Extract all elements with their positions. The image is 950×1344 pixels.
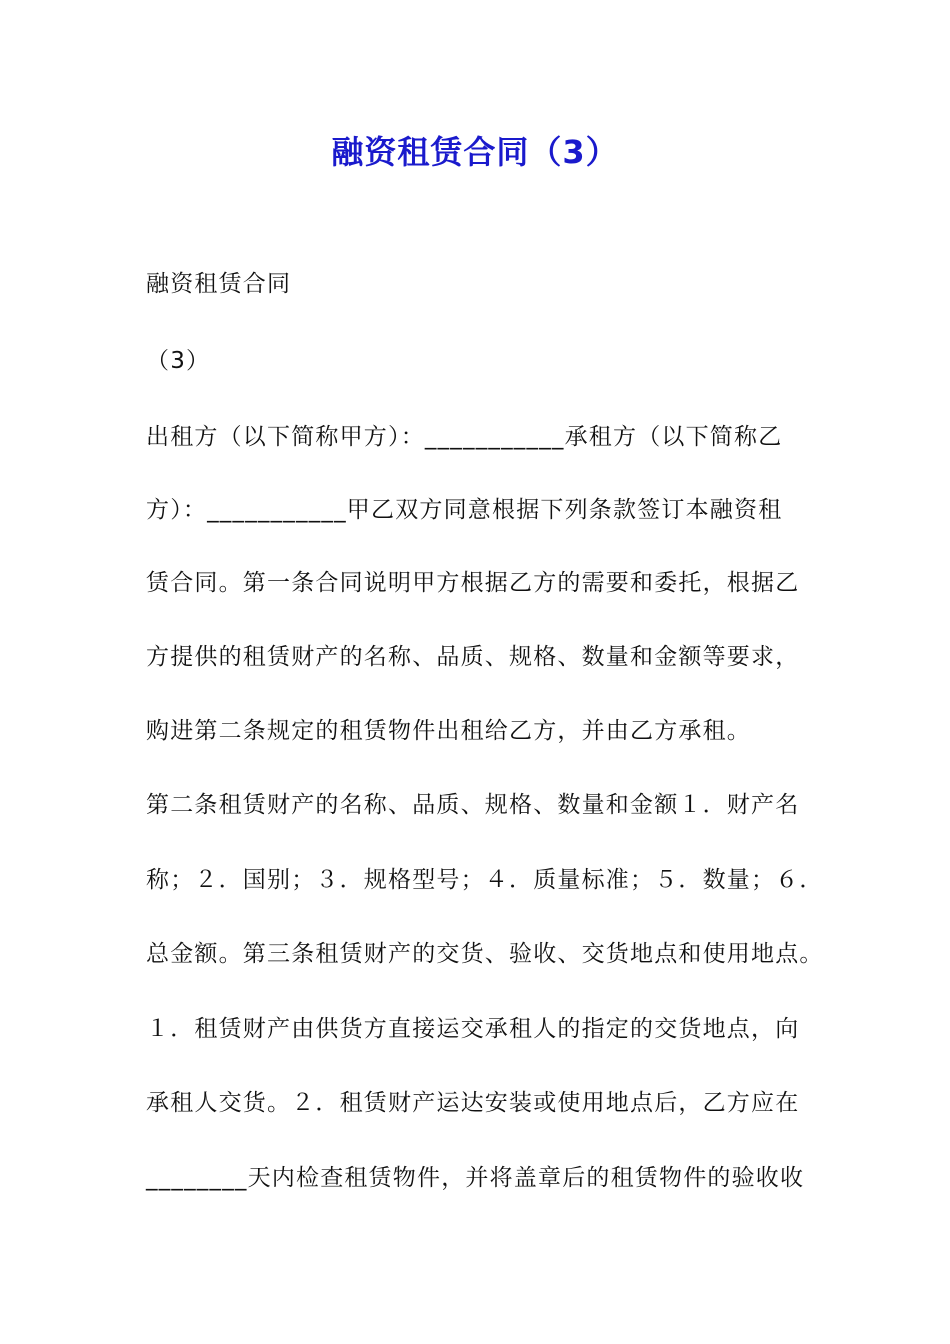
doc-number-line: （3） xyxy=(146,348,211,374)
document-title: 融资租赁合同（3） xyxy=(331,133,619,171)
paragraph-line: 购进第二条规定的租赁物件出租给乙方，并由乙方承租。 xyxy=(146,718,751,744)
paragraph-line: 承租人交货。２．租赁财产运达安装或使用地点后，乙方应在 xyxy=(146,1090,800,1116)
paragraph-line: 赁合同。第一条合同说明甲方根据乙方的需要和委托，根据乙 xyxy=(146,570,800,596)
doc-heading-line: 融资租赁合同 xyxy=(146,271,292,297)
paragraph-line: 方提供的租赁财产的名称、品质、规格、数量和金额等要求， xyxy=(146,644,800,670)
paragraph-line: 称；２．国别；３．规格型号；４．质量标准；５．数量；６． xyxy=(146,867,824,893)
paragraph-line: 总金额。第三条租赁财产的交货、验收、交货地点和使用地点。 xyxy=(146,941,824,967)
paragraph-line: 出租方（以下简称甲方）：___________承租方（以下简称乙 xyxy=(146,424,783,450)
paragraph-line: ________天内检查租赁物件，并将盖章后的租赁物件的验收收 xyxy=(146,1165,805,1191)
paragraph-line: 第二条租赁财产的名称、品质、规格、数量和金额１．财产名 xyxy=(146,792,800,818)
paragraph-line: 方）：___________甲乙双方同意根据下列条款签订本融资租 xyxy=(146,497,783,523)
paragraph-line: １．租赁财产由供货方直接运交承租人的指定的交货地点，向 xyxy=(146,1016,800,1042)
